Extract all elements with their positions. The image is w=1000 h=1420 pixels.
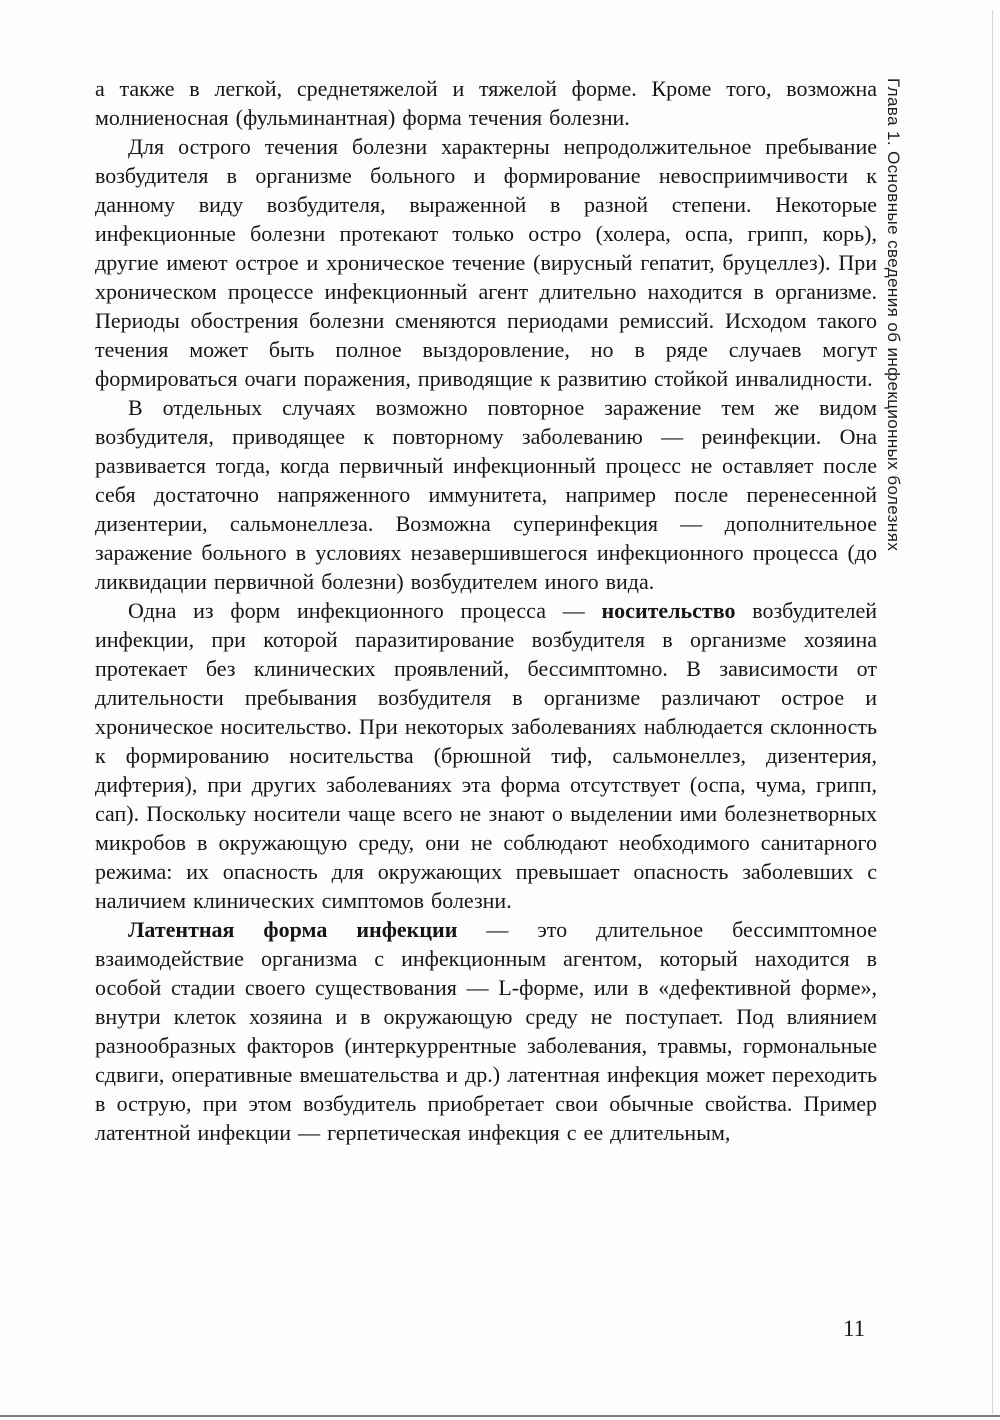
paragraph-run: Для острого течения болезни характерны непродолжительное пребывание возбудителя в организме больного и формирование невосприимчивости к данному виду возбудителя, выраженной в разной степени. Некоторые инфекционные болезни протекают только остро (холера, оспа, грипп, корь), другие имеют острое и хроническое течение (вирусный гепатит, бруцеллез). При хроническом процессе инфекционный агент длительно находится в организме. Периоды обострения болезни сменяются периодами ремиссий. Исходом такого течения может быть полное выздоровление, но в ряде случаев могут формироваться очаги поражения, приводящие к развитию стойкой инвалидности. [95,134,877,391]
paragraph-run: В отдельных случаях возможно повторное заражение тем же видом возбудителя, приводящее к повторному заболеванию — реинфекции. Она развивается тогда, когда первичный инфекционный процесс не оставляет после себя достаточно напряженного иммунитета, например после перенесенной дизентерии, сальмонеллеза. Возможна суперинфекция — дополнительное заражение больного в условиях незавершившегося инфекционного процесса (до ликвидации первичной болезни) возбудителем иного вида. [95,395,877,594]
paragraph [95,393,877,596]
page-number: 11 [843,1316,866,1341]
body-text [95,74,877,1147]
page-edge-right [992,10,993,1414]
running-head-chapter-title: Глава 1. Основные сведения об инфекционных болезнях [884,78,903,552]
paragraph [95,915,877,1147]
paragraph [95,596,877,915]
paragraph-run: — это длительное бессимптомное взаимодействие организма с инфекционным агентом, который находится в особой стадии своего существования — L-форме, или в «дефективной форме», внутри клеток хозяина и в окружающую среду не поступает. Под влиянием разнообразных факторов (интеркуррентные заболевания, травмы, гормональные сдвиги, оперативные вмешательства и др.) латентная инфекция может переходить в острую, при этом возбудитель приобретает свои обычные свойства. Пример латентной инфекции — герпетическая инфекция с ее длительным, [95,917,877,1145]
paragraph-run-bold: Латентная форма инфекции [128,917,458,942]
paragraph-run: возбудителей инфекции, при которой паразитирование возбудителя в организме хозяина протекает без клинических проявлений, бессимптомно. В зависимости от длительности пребывания возбудителя в организме различают острое и хроническое носительство. При некоторых заболеваниях наблюдается склонность к формированию носительства (брюшной тиф, сальмонеллез, дизентерия, дифтерия), при других заболеваниях эта форма отсутствует (оспа, чума, грипп, сап). Поскольку носители чаще всего не знают о выделении ими болезнетворных микробов в окружающую среду, они не соблюдают необходимого санитарного режима: их опасность для окружающих превышает опасность заболевших с наличием клинических симптомов болезни. [95,598,877,913]
paragraph [95,132,877,393]
paragraph-run: а также в легкой, среднетяжелой и тяжелой форме. Кроме того, возможна молниеносная (фульминантная) форма течения болезни. [95,76,877,130]
paragraph-run-bold: носительство [601,598,736,623]
page-edge-bottom [0,1415,1000,1417]
paragraph [95,74,877,132]
paragraph-run: Одна из форм инфекционного процесса — [128,598,602,623]
